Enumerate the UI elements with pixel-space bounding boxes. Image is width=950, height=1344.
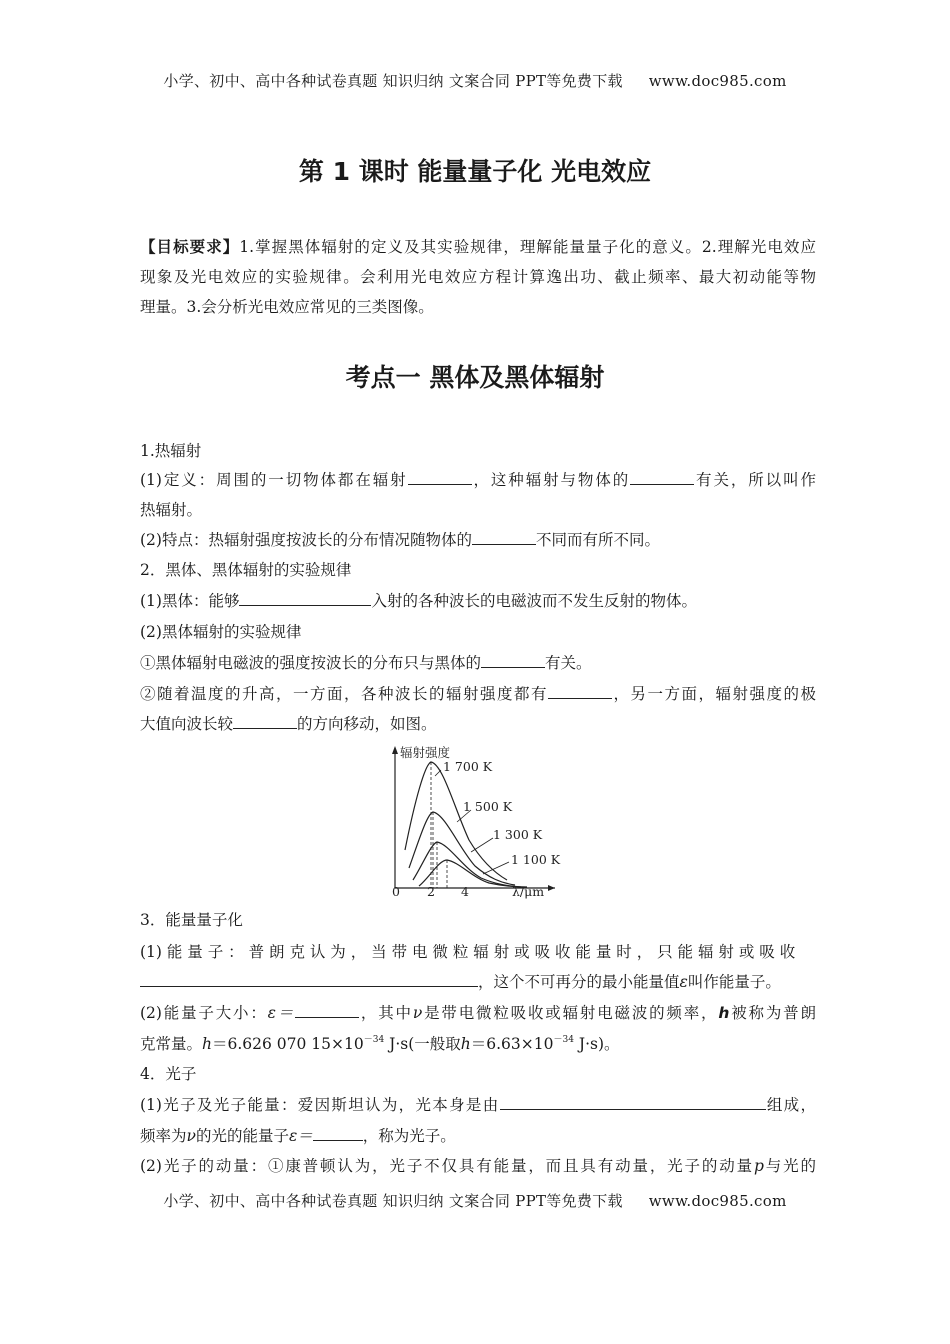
- page-footer: [0, 1190, 950, 1211]
- s3-quantum-size: (2)能量子大小：ε＝ ，其中ν是带电微粒吸收或辐射电磁波的频率，h被称为普朗: [140, 1004, 816, 1022]
- x-tick-0: 0: [392, 884, 400, 899]
- s2-rules-heading: (2)黑体辐射的实验规律: [140, 623, 302, 641]
- s4-photon-momentum: (2)光子的动量：①康普顿认为，光子不仅具有能量，而且具有动量，光子的动量p与光的: [140, 1157, 816, 1175]
- fill-blank[interactable]: [472, 530, 536, 545]
- lesson-title: 第 1 课时 能量量子化 光电效应: [298, 157, 652, 186]
- s4-photon-energy-cont: 频率为ν的光的能量子ε＝ ，称为光子。: [140, 1127, 456, 1145]
- s2-blackbody: (1)黑体：能够 入射的各种波长的电磁波而不发生反射的物体。: [140, 592, 697, 610]
- objectives-line-2: 现象及光电效应的实验规律。会利用光电效应方程计算逸出功、截止频率、最大初动能等物: [140, 268, 816, 286]
- footer-text: 小学、初中、高中各种试卷真题 知识归纳 文案合同 PPT等免费下载: [163, 1192, 623, 1210]
- chart-svg: [385, 740, 565, 900]
- blackbody-radiation-chart: [385, 740, 565, 904]
- leader-1700k: [435, 770, 441, 776]
- label-1100k: 1 100 K: [511, 852, 561, 867]
- s3-quantum-def: (1) 能 量 子 ： 普 朗 克 认 为 ， 当 带 电 微 粒 辐 射 或 吸 收 能 量 时 ， 只 能 辐 射 或 吸 收: [140, 943, 796, 961]
- header-text: 小学、初中、高中各种试卷真题 知识归纳 文案合同 PPT等免费下载: [163, 72, 623, 90]
- fill-blank[interactable]: [140, 972, 478, 987]
- objectives-label: 【目标要求】: [140, 238, 240, 256]
- fill-blank[interactable]: [313, 1126, 363, 1141]
- s1-heading: 1.热辐射: [140, 442, 202, 460]
- s1-definition-cont: 热辐射。: [140, 501, 203, 519]
- s2-rule-2-cont: 大值向波长较 的方向移动，如图。: [140, 715, 437, 733]
- footer-site[interactable]: www.doc985.com: [648, 1192, 787, 1210]
- s3-planck-constant: 克常量。h＝6.626 070 $15\times 10^{-34}$ J·s(一般取$h=6.63\times 10^{-34}$ J·s)。: [140, 1035, 620, 1053]
- s3-quantum-def-cont: ，这个不可再分的最小能量值ε叫作能量子。: [140, 972, 816, 992]
- curve-1300k: [413, 842, 521, 887]
- fill-blank[interactable]: [630, 470, 694, 485]
- page-header: [0, 70, 950, 91]
- header-site[interactable]: www.doc985.com: [648, 72, 787, 90]
- s2-rule-1: ①黑体辐射电磁波的强度按波长的分布只与黑体的 有关。: [140, 654, 592, 672]
- x-tick-4: 4: [461, 884, 469, 899]
- fill-blank[interactable]: [408, 470, 472, 485]
- objectives-line-1: 【目标要求】1.掌握黑体辐射的定义及其实验规律，理解能量量子化的意义。2.理解光电效应: [140, 238, 816, 256]
- s3-heading: 3．能量量子化: [140, 911, 243, 929]
- label-1300k: 1 300 K: [493, 827, 543, 842]
- fill-blank[interactable]: [295, 1003, 359, 1018]
- curve-1700k: [405, 762, 507, 880]
- s1-feature: (2)特点：热辐射强度按波长的分布情况随物体的 不同而有所不同。: [140, 531, 660, 549]
- fill-blank[interactable]: [548, 684, 612, 699]
- label-1700k: 1 700 K: [443, 759, 493, 774]
- x-axis-label: λ/μm: [512, 884, 545, 899]
- y-axis-label: 辐射强度: [400, 745, 451, 760]
- leader-1300k: [471, 838, 493, 852]
- s1-definition: (1)定义：周围的一切物体都在辐射 ，这种辐射与物体的 有关，所以叫作: [140, 471, 816, 489]
- section-title: 考点一 黑体及黑体辐射: [345, 363, 605, 392]
- s4-photon-energy: (1)光子及光子能量：爱因斯坦认为，光本身是由 组成，: [140, 1096, 816, 1114]
- x-axis-arrow: [548, 885, 555, 891]
- label-1500k: 1 500 K: [463, 799, 513, 814]
- s4-heading: 4．光子: [140, 1065, 197, 1083]
- fill-blank[interactable]: [233, 714, 297, 729]
- objectives-line-3: 理量。3.会分析光电效应常见的三类图像。: [140, 298, 434, 316]
- y-axis-arrow: [392, 746, 398, 754]
- fill-blank[interactable]: [481, 653, 545, 668]
- s2-rule-2: ②随着温度的升高，一方面，各种波长的辐射强度都有 ，另一方面，辐射强度的极: [140, 685, 816, 703]
- s2-heading: 2．黑体、黑体辐射的实验规律: [140, 561, 352, 579]
- fill-blank[interactable]: [500, 1095, 766, 1110]
- x-tick-2: 2: [427, 884, 435, 899]
- fill-blank[interactable]: [239, 591, 371, 606]
